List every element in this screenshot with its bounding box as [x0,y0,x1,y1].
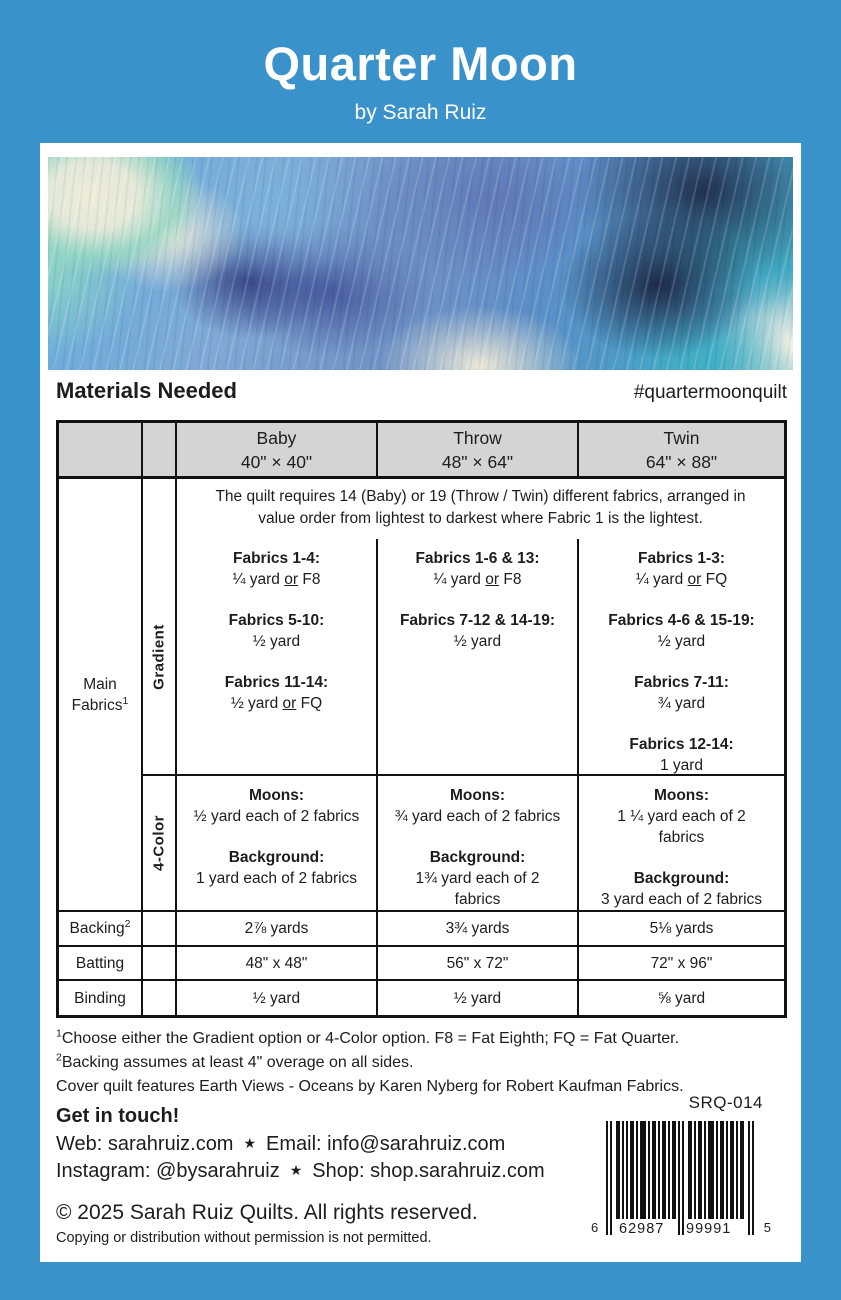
backing-throw-value: 3¾ yards [378,912,579,947]
column-header-twin [579,423,784,479]
materials-heading-row [56,378,787,404]
backing-label: Backing [69,920,125,937]
batting-baby-value: 48" x 48" [177,947,378,981]
column-name: Baby [256,427,297,448]
column-name: Twin [663,427,700,448]
footnote-1-text: Choose either the Gradient option or 4-Color option. F8 = Fat Eighth; FQ = Fat Quarter. [61,1030,680,1047]
contact-line-2 [56,1158,545,1185]
copyright-section [56,1201,478,1246]
row-label-gradient [143,539,177,776]
footnote-2-text: Backing assumes at least 4" overage on all sides. [61,1054,414,1071]
page-title: Quarter Moon [263,37,578,90]
barcode-right-digit: 5 [763,1220,771,1235]
barcode-left-digit: 6 [591,1220,599,1235]
footnotes [56,1027,785,1099]
content-panel [40,143,801,1262]
hashtag: #quartermoonquilt [633,382,787,403]
intro-spacer-cell [143,479,177,539]
binding-twin-value: ⅝ yard [657,989,706,1007]
binding-throw-value: ½ yard [378,981,579,1015]
4-color-throw-cell: Moons: ¾ yard each of 2 fabrics Background: 1¾ yard each of 2 fabrics [378,776,579,912]
copyright-text: © 2025 Sarah Ruiz Quilts. All rights reserved. [56,1201,478,1224]
binding-label: Binding [74,989,126,1007]
contact-heading: Get in touch! [56,1105,180,1127]
row-label-backing [59,912,143,947]
row-label-binding [59,981,143,1015]
4-color-twin-cell: Moons: 1 ¼ yard each of 2 fabrics Background: 3 yard each of 2 fabrics [579,776,784,912]
column-header-throw [378,423,579,479]
instagram-handle: Instagram: @bysarahruiz [56,1160,280,1182]
permission-text: Copying or distribution without permission is not permitted. [56,1230,432,1246]
footnote-2 [56,1051,785,1075]
column-name: Throw [453,427,502,448]
row-label-batting [59,947,143,981]
footnote-2-marker: 2 [56,1051,62,1064]
materials-table [56,420,787,1018]
footnote-1 [56,1027,785,1051]
page-subtitle: by Sarah Ruiz [354,101,487,124]
binding-baby-value: ½ yard [177,981,378,1015]
star-icon: ★ [289,1162,303,1178]
row-label-main-fabrics [59,479,143,912]
main-fabrics-footnote-marker: 1 [122,694,129,707]
footnote-1-marker: 1 [56,1027,62,1040]
main-fabrics-label: Main Fabrics [71,675,123,714]
4-color-baby-cell: Moons: ½ yard each of 2 fabrics Background: 1 yard each of 2 fabrics [177,776,378,912]
contact-section [56,1105,545,1185]
row-label-4-color [143,776,177,912]
barcode-block [591,1093,771,1237]
header-empty-cell-2 [143,423,177,479]
backing-twin-value: 5⅛ yards [579,912,784,947]
materials-heading: Materials Needed [56,378,237,403]
table-intro-text: The quilt requires 14 (Baby) or 19 (Throw / Twin) different fabrics, arranged in value order from lightest to darkest where Fabric 1 is the lightest. [215,488,746,527]
batting-throw-value: 56" x 72" [378,947,579,981]
column-size: 48" × 64" [441,451,514,472]
backing-footnote-marker: 2 [124,917,131,930]
email-address: Email: info@sarahruiz.com [266,1133,506,1155]
barcode-group-1: 62987 [619,1221,665,1237]
binding-spacer-cell [143,981,177,1015]
batting-label: Batting [75,954,125,972]
column-size: 40" × 40" [240,451,313,472]
batting-spacer-cell [143,947,177,981]
gradient-twin-cell: Fabrics 1-3: ¼ yard or FQ Fabrics 4-6 & 15-19: ½ yard Fabrics 7-11: ¾ yard Fabrics 12-14: 1 yard [579,539,784,776]
star-icon: ★ [243,1135,257,1151]
column-size: 64" × 88" [645,451,718,472]
column-header-baby [177,423,378,479]
gradient-throw-cell: Fabrics 1-6 & 13: ¼ yard or F8 Fabrics 7-12 & 14-19: ½ yard [378,539,579,776]
contact-line-1 [56,1131,545,1158]
barcode-group-2: 99991 [686,1221,732,1237]
gradient-rotated-label: Gradient [150,623,168,690]
upc-barcode [591,1121,771,1237]
quilt-cover-photo [48,157,793,370]
shop-address: Shop: shop.sarahruiz.com [312,1160,545,1182]
footnote-3-text: Cover quilt features Earth Views - Oceans by Karen Nyberg for Robert Kaufman Fabrics. [56,1078,684,1095]
backing-spacer-cell [143,912,177,947]
web-address: Web: sarahruiz.com [56,1133,234,1155]
batting-twin-value: 72" x 96" [579,947,784,981]
gradient-baby-cell: Fabrics 1-4: ¼ yard or F8 Fabrics 5-10: ½ yard Fabrics 11-14: ½ yard or FQ [177,539,378,776]
header-empty-cell-1 [59,423,143,479]
pattern-sku: SRQ-014 [688,1093,763,1112]
backing-baby-value: 2⅞ yards [177,912,378,947]
barcode-bars [606,1121,756,1235]
4-color-rotated-label: 4-Color [150,815,168,871]
